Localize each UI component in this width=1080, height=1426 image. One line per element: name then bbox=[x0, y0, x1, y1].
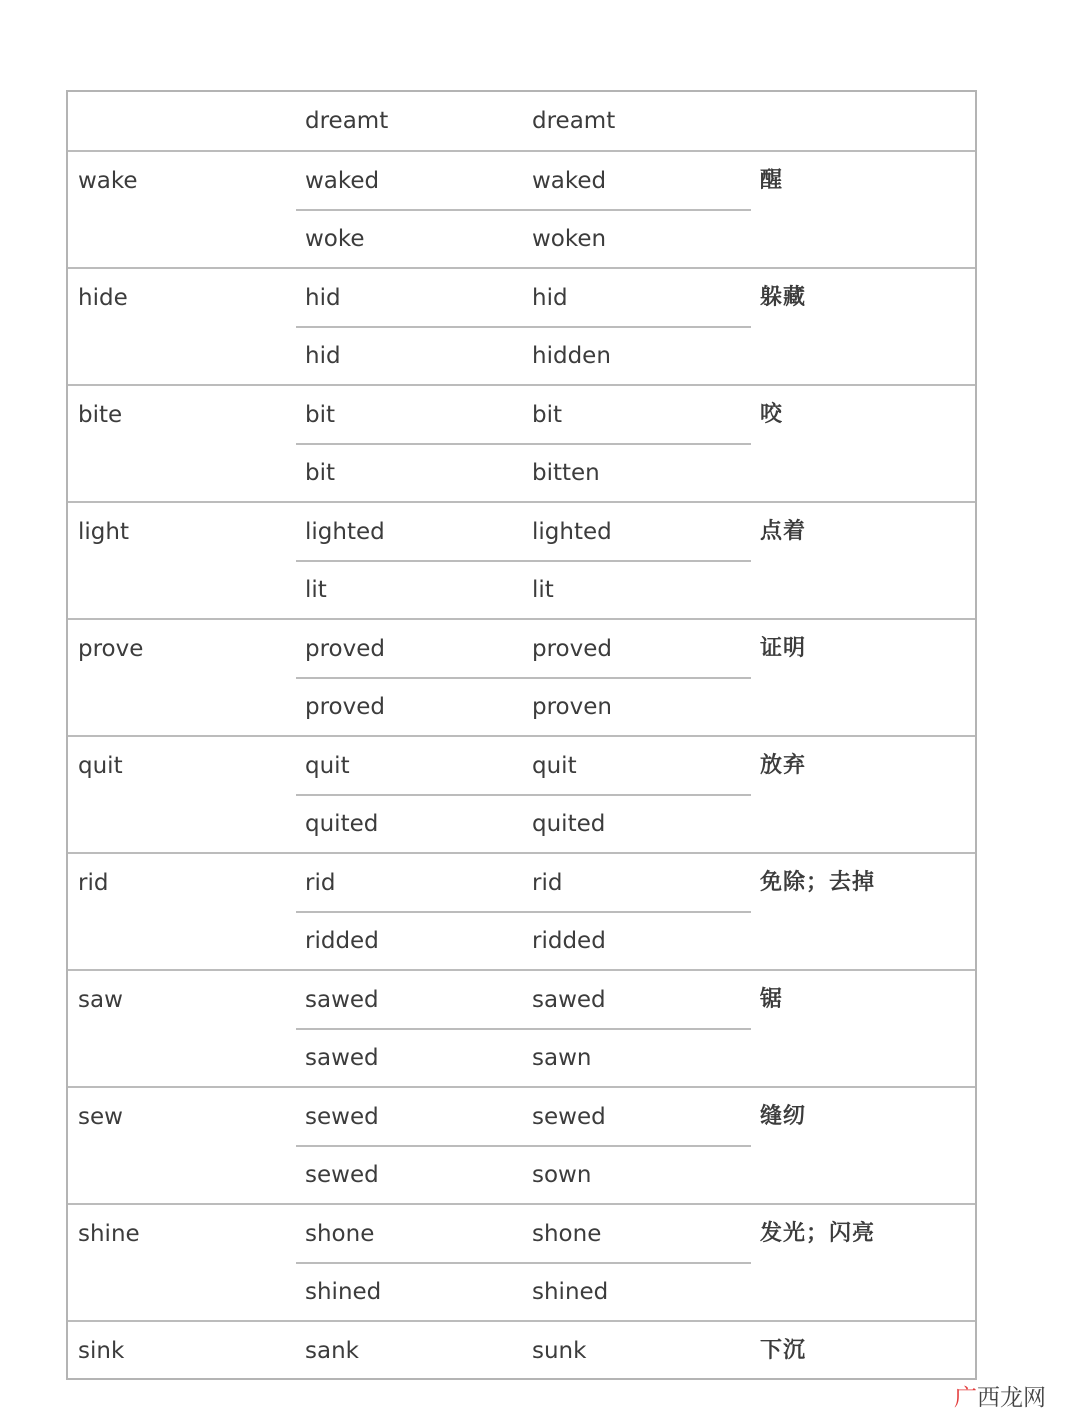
table-row bbox=[68, 1086, 975, 1203]
past-participle-cell: woken bbox=[532, 226, 607, 252]
past-participle-cell: sawn bbox=[532, 1045, 592, 1071]
form-divider bbox=[296, 209, 751, 211]
past-cell: shone bbox=[305, 1221, 375, 1247]
past-cell: ridded bbox=[305, 928, 379, 954]
form-divider bbox=[296, 794, 751, 796]
chinese-meaning-cell: 放弃 bbox=[760, 753, 807, 778]
past-cell: proved bbox=[305, 694, 385, 720]
past-cell: woke bbox=[305, 226, 365, 252]
chinese-meaning-cell: 点着 bbox=[760, 519, 807, 544]
table-row bbox=[68, 1203, 975, 1320]
table-subrow bbox=[68, 620, 975, 678]
chinese-meaning-cell: 免除；去掉 bbox=[760, 870, 876, 895]
past-cell: lighted bbox=[305, 519, 385, 545]
past-participle-cell: waked bbox=[532, 168, 607, 194]
past-participle-cell: proved bbox=[532, 636, 612, 662]
past-participle-cell: hid bbox=[532, 285, 568, 311]
base-form-cell: quit bbox=[78, 753, 123, 779]
table-row bbox=[68, 384, 975, 501]
past-participle-cell: bit bbox=[532, 402, 563, 428]
past-cell: rid bbox=[305, 870, 336, 896]
past-participle-cell: shone bbox=[532, 1221, 602, 1247]
past-cell: sewed bbox=[305, 1162, 379, 1188]
table-row bbox=[68, 501, 975, 618]
chinese-meaning-cell: 咬 bbox=[760, 402, 784, 427]
table-row bbox=[68, 852, 975, 969]
base-form-cell: rid bbox=[78, 870, 109, 896]
table-subrow bbox=[68, 92, 975, 150]
verb-table bbox=[66, 90, 977, 1380]
past-participle-cell: shined bbox=[532, 1279, 609, 1305]
past-participle-cell: proven bbox=[532, 694, 612, 720]
table-row bbox=[68, 618, 975, 735]
past-participle-cell: bitten bbox=[532, 460, 600, 486]
past-cell: quited bbox=[305, 811, 379, 837]
table-subrow bbox=[68, 1263, 975, 1321]
past-participle-cell: lit bbox=[532, 577, 554, 603]
table-subrow bbox=[68, 795, 975, 853]
table-subrow bbox=[68, 912, 975, 970]
past-participle-cell: quit bbox=[532, 753, 577, 779]
past-cell: waked bbox=[305, 168, 380, 194]
form-divider bbox=[296, 443, 751, 445]
past-participle-cell: sawed bbox=[532, 987, 606, 1013]
past-cell: lit bbox=[305, 577, 327, 603]
base-form-cell: bite bbox=[78, 402, 123, 428]
past-participle-cell: sewed bbox=[532, 1104, 606, 1130]
watermark-accent: 广 bbox=[954, 1385, 977, 1411]
past-participle-cell: dreamt bbox=[532, 108, 616, 134]
chinese-meaning-cell: 锯 bbox=[760, 987, 784, 1012]
base-form-cell: sink bbox=[78, 1338, 125, 1364]
base-form-cell: hide bbox=[78, 285, 128, 311]
table-subrow bbox=[68, 1029, 975, 1087]
past-cell: proved bbox=[305, 636, 385, 662]
past-participle-cell: ridded bbox=[532, 928, 606, 954]
past-participle-cell: rid bbox=[532, 870, 563, 896]
base-form-cell: prove bbox=[78, 636, 144, 662]
past-cell: bit bbox=[305, 460, 336, 486]
form-divider bbox=[296, 1028, 751, 1030]
table-row bbox=[68, 267, 975, 384]
chinese-meaning-cell: 下沉 bbox=[760, 1338, 807, 1363]
form-divider bbox=[296, 677, 751, 679]
table-row bbox=[68, 969, 975, 1086]
table-subrow bbox=[68, 1205, 975, 1263]
past-cell: sawed bbox=[305, 987, 379, 1013]
form-divider bbox=[296, 560, 751, 562]
past-cell: sewed bbox=[305, 1104, 379, 1130]
past-cell: shined bbox=[305, 1279, 382, 1305]
past-participle-cell: lighted bbox=[532, 519, 612, 545]
past-cell: sank bbox=[305, 1338, 359, 1364]
table-row bbox=[68, 735, 975, 852]
form-divider bbox=[296, 1262, 751, 1264]
chinese-meaning-cell: 醒 bbox=[760, 168, 784, 193]
base-form-cell: wake bbox=[78, 168, 138, 194]
past-participle-cell: sown bbox=[532, 1162, 592, 1188]
form-divider bbox=[296, 326, 751, 328]
table-subrow bbox=[68, 561, 975, 619]
base-form-cell: sew bbox=[78, 1104, 123, 1130]
table-subrow bbox=[68, 210, 975, 268]
chinese-meaning-cell: 躲藏 bbox=[760, 285, 807, 310]
past-cell: dreamt bbox=[305, 108, 389, 134]
table-subrow bbox=[68, 678, 975, 736]
table-subrow bbox=[68, 269, 975, 327]
table-subrow bbox=[68, 152, 975, 210]
table-subrow bbox=[68, 971, 975, 1029]
table-row-header bbox=[68, 92, 975, 150]
form-divider bbox=[296, 911, 751, 913]
past-cell: quit bbox=[305, 753, 350, 779]
chinese-meaning-cell: 证明 bbox=[760, 636, 807, 661]
table-subrow bbox=[68, 503, 975, 561]
form-divider bbox=[296, 1145, 751, 1147]
watermark-logo bbox=[954, 1380, 1046, 1416]
past-participle-cell: hidden bbox=[532, 343, 611, 369]
past-participle-cell: sunk bbox=[532, 1338, 587, 1364]
table-subrow bbox=[68, 1146, 975, 1204]
past-cell: sawed bbox=[305, 1045, 379, 1071]
table-row bbox=[68, 150, 975, 267]
table-subrow bbox=[68, 737, 975, 795]
table-subrow bbox=[68, 444, 975, 502]
table-subrow bbox=[68, 854, 975, 912]
table-subrow bbox=[68, 386, 975, 444]
watermark-text: 西龙网 bbox=[977, 1385, 1046, 1411]
past-cell: bit bbox=[305, 402, 336, 428]
table-subrow bbox=[68, 327, 975, 385]
past-participle-cell: quited bbox=[532, 811, 606, 837]
base-form-cell: shine bbox=[78, 1221, 140, 1247]
base-form-cell: light bbox=[78, 519, 129, 545]
past-cell: hid bbox=[305, 343, 341, 369]
chinese-meaning-cell: 发光；闪亮 bbox=[760, 1221, 876, 1246]
table-subrow bbox=[68, 1322, 975, 1380]
table-row bbox=[68, 1320, 975, 1378]
past-cell: hid bbox=[305, 285, 341, 311]
table-subrow bbox=[68, 1088, 975, 1146]
base-form-cell: saw bbox=[78, 987, 123, 1013]
chinese-meaning-cell: 缝纫 bbox=[760, 1104, 807, 1129]
